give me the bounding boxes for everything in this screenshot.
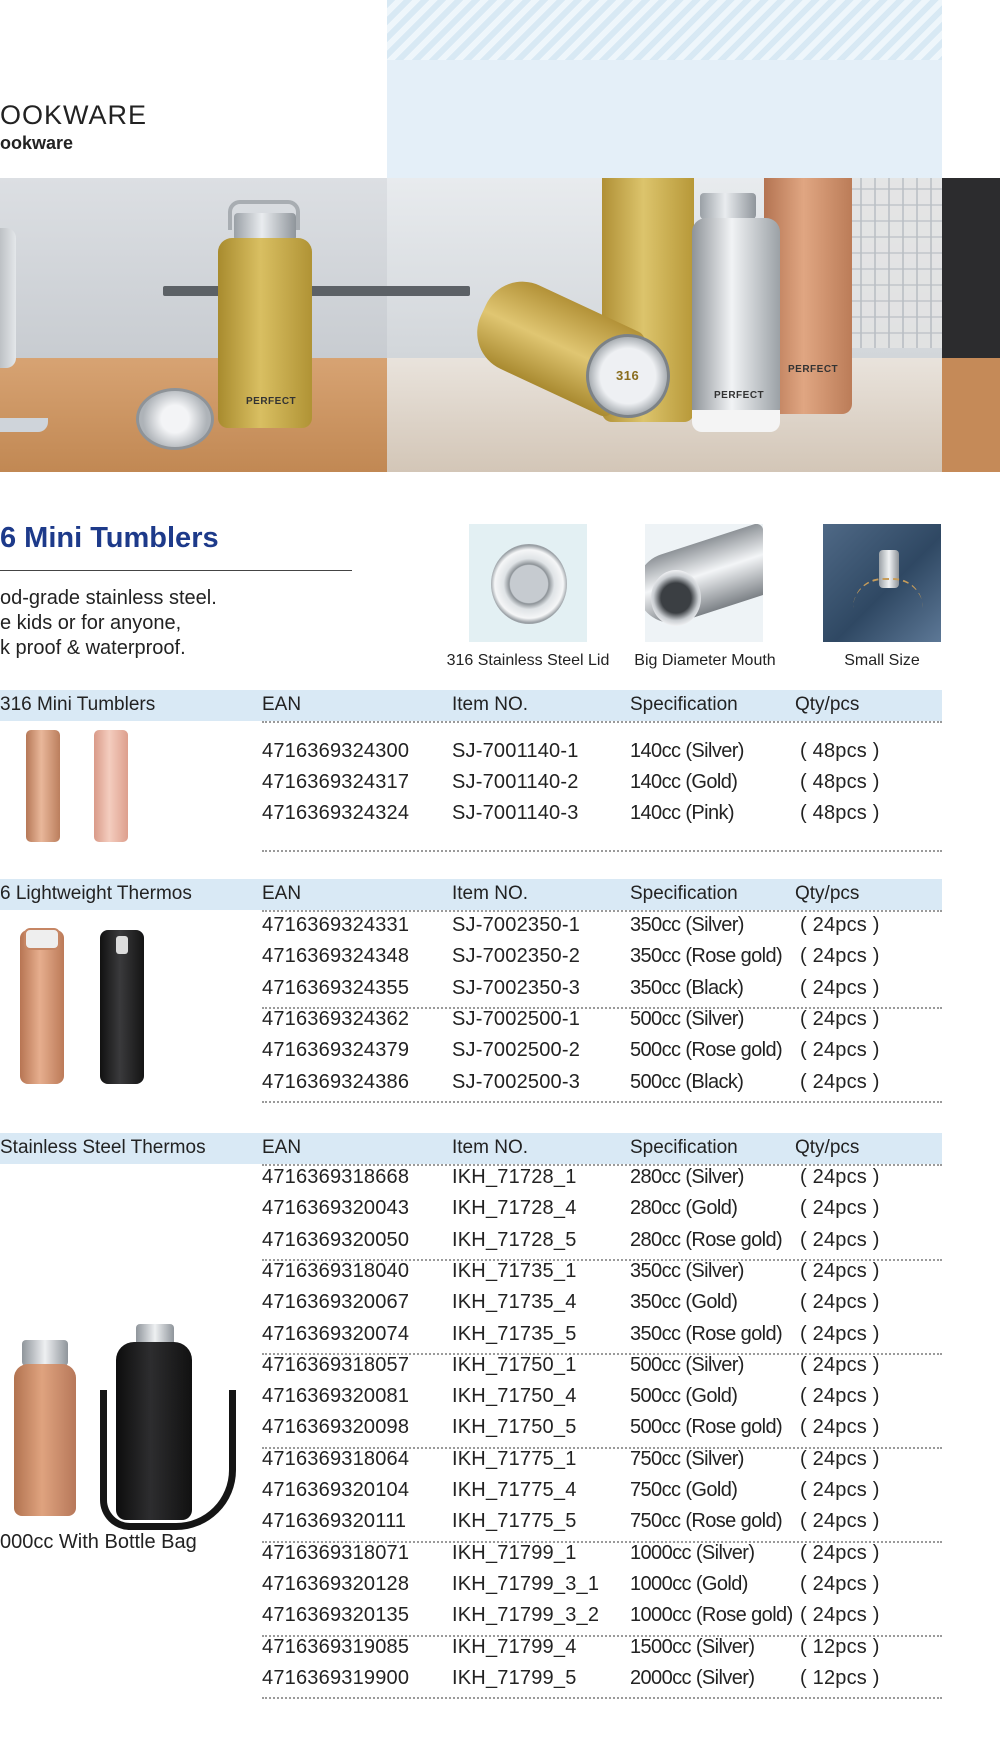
decorative-pale-band [387,60,942,178]
cell-item-no: SJ-7002350-2 [452,945,581,968]
cell-specification: 280cc (Gold) [630,1197,738,1220]
cell-ean: 4716369320128 [262,1572,410,1595]
cell-ean: 4716369318040 [262,1259,410,1282]
table-header-stainless-thermos [0,1133,942,1164]
cell-specification: 350cc (Rose gold) [630,1322,783,1345]
thermos-bottle-cap [22,1340,68,1366]
decorative-stripe-band [387,0,942,60]
hero-lid-label: 316 [616,368,640,383]
hero-cap [234,213,296,241]
cell-ean: 4716369318668 [262,1166,410,1188]
column-spec: Specification [630,1137,738,1158]
cell-ean: 4716369318064 [262,1447,410,1470]
cell-item-no: IKH_71735_4 [452,1291,577,1314]
cell-item-no: SJ-7002500-1 [452,1007,581,1030]
bottle-bag-strap [100,1390,236,1530]
cell-ean: 4716369324317 [262,771,410,793]
column-ean: EAN [262,883,302,904]
cell-ean: 4716369324355 [262,976,410,999]
category-title: OOKWARE [0,100,148,130]
cell-qty: ( 24pcs ) [800,1572,880,1595]
cell-item-no: SJ-7002500-3 [452,1070,581,1093]
cell-specification: 2000cc (Silver) [630,1666,755,1689]
column-qty: Qty/pcs [795,883,860,904]
cell-specification: 140cc (Silver) [630,740,744,762]
cell-specification: 1000cc (Rose gold) [630,1604,793,1627]
cell-specification: 280cc (Silver) [630,1166,744,1188]
column-spec: Specification [630,694,738,715]
cell-ean: 4716369320098 [262,1416,410,1439]
cell-qty: ( 24pcs ) [800,1416,880,1439]
cell-ean: 4716369320074 [262,1322,410,1345]
hero-laptop-edge [0,418,48,432]
cell-item-no: IKH_71728_1 [452,1166,577,1188]
cell-qty: ( 24pcs ) [800,1604,880,1627]
cell-qty: ( 24pcs ) [800,1447,880,1470]
cell-qty: ( 48pcs ) [800,740,880,762]
section-description [0,586,217,661]
cell-qty: ( 24pcs ) [800,1166,880,1188]
cell-specification: 750cc (Rose gold) [630,1510,783,1533]
cell-specification: 500cc (Rose gold) [630,1039,783,1062]
cell-item-no: IKH_71775_4 [452,1479,577,1501]
cell-qty: ( 48pcs ) [800,771,880,793]
hero-brand-label: PERFECT [246,396,297,407]
cell-qty: ( 24pcs ) [800,1228,880,1251]
cell-ean: 4716369324386 [262,1070,410,1093]
feature-photo-pocket [823,524,941,642]
cell-ean: 4716369319085 [262,1635,410,1658]
cell-ean: 4716369324379 [262,1039,410,1062]
cell-specification: 350cc (Rose gold) [630,945,783,968]
pocket-seam [853,578,923,608]
bottle-bag-caption: 000cc With Bottle Bag [0,1531,197,1553]
hero-wall-left [0,178,387,358]
cell-ean: 4716369319900 [262,1666,410,1689]
cell-item-no: IKH_71775_5 [452,1510,577,1533]
cell-item-no: IKH_71775_1 [452,1447,577,1470]
description-line: k proof & waterproof. [0,637,186,659]
cell-specification: 500cc (Black) [630,1070,744,1093]
category-subtitle: ookware [0,133,74,153]
cell-qty: ( 24pcs ) [800,976,880,999]
cell-qty: ( 24pcs ) [800,1007,880,1030]
cell-item-no: IKH_71799_1 [452,1541,577,1564]
hero-bottle-silver-base [692,410,780,432]
cell-qty: ( 24pcs ) [800,1510,880,1533]
cell-item-no: SJ-7002500-2 [452,1039,581,1062]
table-header-lightweight-thermos [0,879,942,910]
hero-brand-label: PERFECT [714,390,765,401]
hero-dark-edge [942,178,1000,358]
cell-item-no: SJ-7001140-2 [452,771,579,793]
cell-item-no: IKH_71735_1 [452,1259,577,1282]
cell-specification: 500cc (Silver) [630,1007,744,1030]
thermos-bottle-rosegold-image [14,1364,76,1516]
dotted-separator [262,721,942,723]
cell-qty: ( 24pcs ) [800,1291,880,1314]
cell-qty: ( 24pcs ) [800,1259,880,1282]
cell-ean: 4716369320050 [262,1228,410,1251]
cell-specification: 1500cc (Silver) [630,1635,755,1658]
table-header-mini-tumblers [0,690,942,721]
mini-tumbler-rosegold-image [26,730,60,842]
thermos-rosegold-lid [24,928,60,950]
column-item: Item NO. [452,883,529,904]
cell-item-no: IKH_71750_4 [452,1385,577,1408]
cell-item-no: IKH_71799_5 [452,1666,577,1689]
cell-qty: ( 24pcs ) [800,914,880,936]
mouth-opening [651,570,701,626]
cell-qty: ( 12pcs ) [800,1666,880,1689]
cell-specification: 350cc (Gold) [630,1291,738,1314]
hero-brand-label: PERFECT [788,364,839,375]
cell-ean: 4716369324324 [262,802,410,824]
cell-specification: 1000cc (Silver) [630,1541,755,1564]
thermos-black-button [116,936,128,954]
cell-item-no: SJ-7002350-3 [452,976,581,999]
dotted-separator [262,910,942,912]
column-ean: EAN [262,1137,302,1158]
cell-qty: ( 24pcs ) [800,1479,880,1501]
dotted-separator [262,850,942,852]
cell-qty: ( 24pcs ) [800,1322,880,1345]
cell-ean: 4716369320111 [262,1510,407,1533]
feature-caption: 316 Stainless Steel Lid [446,652,610,669]
cell-qty: ( 24pcs ) [800,1541,880,1564]
cell-qty: ( 24pcs ) [800,1039,880,1062]
cell-specification: 280cc (Rose gold) [630,1228,783,1251]
cell-ean: 4716369324362 [262,1007,410,1030]
cell-item-no: IKH_71728_4 [452,1197,577,1220]
table-name: Stainless Steel Thermos [0,1137,206,1158]
cell-item-no: IKH_71728_5 [452,1228,577,1251]
dotted-separator [262,1697,942,1699]
cell-ean: 4716369320104 [262,1479,410,1501]
cell-specification: 140cc (Gold) [630,771,738,793]
cell-ean: 4716369318057 [262,1353,410,1376]
cell-qty: ( 48pcs ) [800,802,880,824]
thermos-rosegold-image [20,930,64,1084]
cell-qty: ( 12pcs ) [800,1635,880,1658]
cell-ean: 4716369324331 [262,914,410,936]
feature-caption: Big Diameter Mouth [634,652,776,669]
feature-photo-mouth [645,524,763,642]
cell-specification: 350cc (Silver) [630,1259,744,1282]
cell-specification: 500cc (Gold) [630,1385,738,1408]
cell-item-no: SJ-7002350-1 [452,914,581,936]
cell-ean: 4716369320081 [262,1385,410,1408]
hero-bottle-silver-edge [0,228,16,368]
cell-ean: 4716369324348 [262,945,410,968]
cell-qty: ( 24pcs ) [800,945,880,968]
cell-specification: 500cc (Rose gold) [630,1416,783,1439]
cell-item-no: IKH_71750_1 [452,1353,577,1376]
table-name: 316 Mini Tumblers [0,694,156,715]
table-name: 6 Lightweight Thermos [0,883,192,904]
hero-lid [136,388,214,450]
column-qty: Qty/pcs [795,1137,860,1158]
hero-cap [700,193,756,219]
cell-ean: 4716369320135 [262,1604,410,1627]
column-spec: Specification [630,883,738,904]
cell-qty: ( 24pcs ) [800,1353,880,1376]
hero-bottle-silver [692,218,780,418]
cell-specification: 1000cc (Gold) [630,1572,748,1595]
cell-qty: ( 24pcs ) [800,1197,880,1220]
column-qty: Qty/pcs [795,694,860,715]
cell-item-no: IKH_71735_5 [452,1322,577,1345]
cell-specification: 500cc (Silver) [630,1353,744,1376]
cell-ean: 4716369318071 [262,1541,410,1564]
column-ean: EAN [262,694,302,715]
hero-photo [0,178,1000,472]
column-item: Item NO. [452,694,529,715]
cell-item-no: IKH_71799_3_2 [452,1604,600,1627]
feature-caption: Small Size [844,652,920,669]
feature-photo-lid [469,524,587,642]
cell-ean: 4716369324300 [262,740,410,762]
hero-table-far [942,358,1000,472]
cell-specification: 140cc (Pink) [630,802,734,824]
mini-tumbler-pink-image [94,730,128,842]
hero-curtain-grid [848,178,942,348]
section-divider [0,570,352,571]
cell-specification: 750cc (Gold) [630,1479,738,1501]
cell-qty: ( 24pcs ) [800,1385,880,1408]
dotted-separator [262,1101,942,1103]
cell-item-no: SJ-7001140-1 [452,740,579,762]
cell-item-no: IKH_71799_3_1 [452,1572,600,1595]
section-title: 6 Mini Tumblers [0,522,219,554]
cell-ean: 4716369320067 [262,1291,410,1314]
cell-specification: 350cc (Black) [630,976,744,999]
cell-specification: 750cc (Silver) [630,1447,744,1470]
dotted-separator [262,1007,942,1009]
cell-specification: 350cc (Silver) [630,914,744,936]
description-line: od-grade stainless steel. [0,587,217,609]
description-line: e kids or for anyone, [0,612,182,634]
column-item: Item NO. [452,1137,529,1158]
cell-ean: 4716369320043 [262,1197,410,1220]
cell-qty: ( 24pcs ) [800,1070,880,1093]
cell-item-no: IKH_71799_4 [452,1635,577,1658]
hero-shelf [163,286,470,296]
cell-item-no: SJ-7001140-3 [452,802,579,824]
lid-photo [491,544,567,624]
cell-item-no: IKH_71750_5 [452,1416,577,1439]
